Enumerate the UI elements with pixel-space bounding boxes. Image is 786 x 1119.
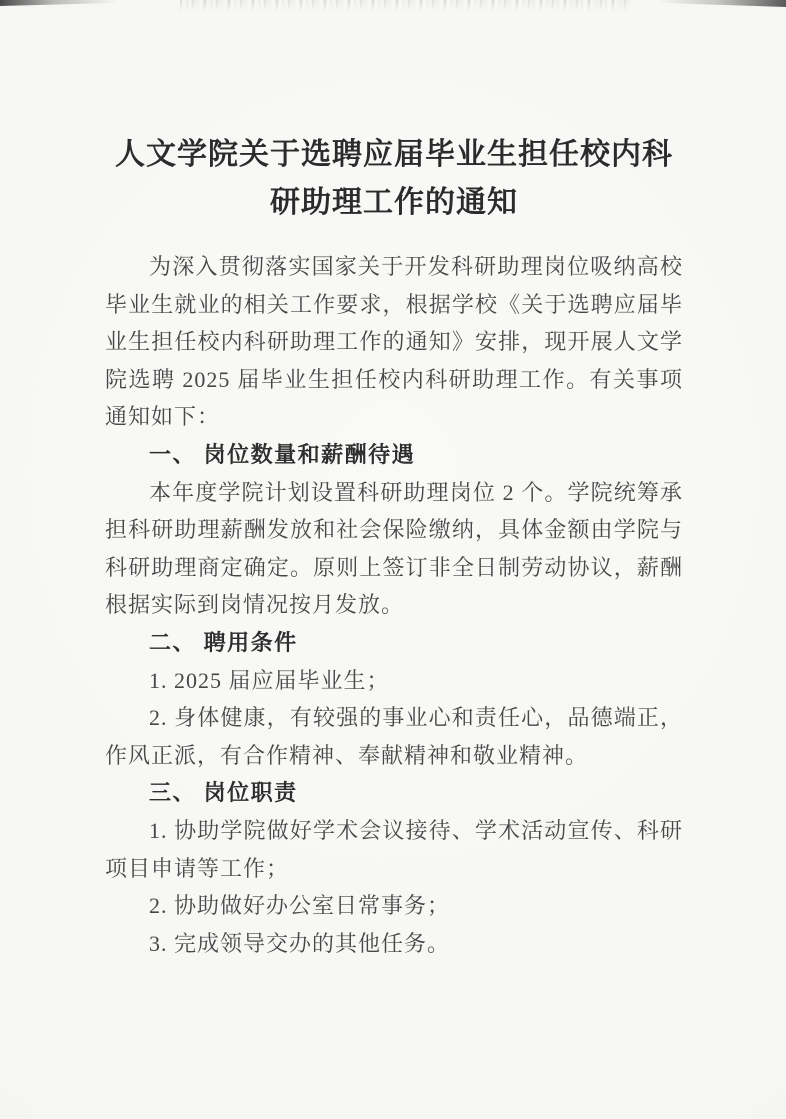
- scan-artifact-top-left: [0, 0, 150, 6]
- section-3-heading: 三、 岗位职责: [149, 780, 298, 806]
- section-1-heading: 一、 岗位数量和薪酬待遇: [149, 441, 416, 467]
- section-2-heading: 二、 聘用条件: [149, 629, 298, 655]
- document-title-line-1: 人文学院关于选聘应届毕业生担任校内科: [115, 138, 673, 171]
- scan-artifact-top-right: [636, 0, 786, 7]
- section-2-item-2: 2. 身体健康，有较强的事业心和责任心，品德端正，作风正派，有合作精神、奉献精神和敬业精神。: [105, 705, 683, 768]
- section-1-paragraph: 本年度学院计划设置科研助理岗位 2 个。学院统筹承担科研助理薪酬发放和社会保险缴纳，具体金额由学院与科研助理商定确定。原则上签订非全日制劳动协议，薪酬根据实际到岗情况按月发放。: [105, 479, 683, 618]
- intro-paragraph: 为深入贯彻落实国家关于开发科研助理岗位吸纳高校毕业生就业的相关工作要求，根据学校《关于选聘应届毕业生担任校内科研助理工作的通知》安排，现开展人文学院选聘 2025 届毕业生担任校内科研助理工作。有关事项通知如下：: [105, 254, 683, 430]
- document-title-line-2: 研助理工作的通知: [270, 186, 518, 219]
- document-title: [105, 131, 683, 227]
- section-3-item-3: 3. 完成领导交办的其他任务。: [149, 930, 451, 956]
- scan-smudge-top: [180, 0, 630, 12]
- section-3-item-1: 1. 协助学院做好学术会议接待、学术活动宣传、科研项目申请等工作；: [105, 817, 683, 881]
- document-body: [105, 248, 683, 962]
- section-3-item-2: 2. 协助做好办公室日常事务；: [149, 893, 451, 919]
- section-2-item-1: 1. 2025 届应届毕业生；: [149, 667, 390, 693]
- notice-document: [105, 131, 683, 962]
